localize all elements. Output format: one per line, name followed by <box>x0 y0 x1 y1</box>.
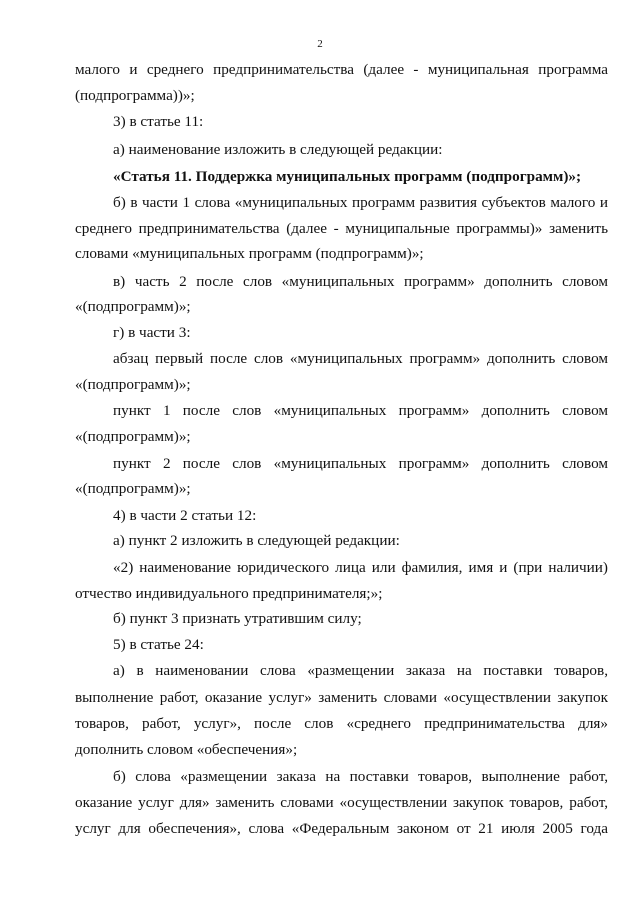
article-heading: «Статья 11. Поддержка муниципальных программ (подпрограмм)»; <box>113 168 582 185</box>
text-line: в) часть 2 после слов «муниципальных программ» дополнить словом <box>113 273 608 290</box>
text-line: «(подпрограмм)»; <box>75 428 191 445</box>
text-line: «(подпрограмм)»; <box>75 298 191 315</box>
text-line: а) в наименовании слова «размещении заказа на поставки товаров, <box>113 662 608 679</box>
text-line: услуг для обеспечения», слова «Федеральным законом от 21 июля 2005 года <box>75 820 608 837</box>
text-line: «(подпрограмм)»; <box>75 376 191 393</box>
text-line: дополнить словом «обеспечения»; <box>75 741 298 758</box>
page-number: 2 <box>317 38 323 50</box>
text-line: пункт 1 после слов «муниципальных программ» дополнить словом <box>113 402 608 419</box>
text-line: б) слова «размещении заказа на поставки товаров, выполнение работ, <box>113 768 608 785</box>
text-line: выполнение работ, оказание услуг» заменить словами «осуществлении закупок <box>75 689 608 706</box>
text-line: малого и среднего предпринимательства (далее - муниципальная программа <box>75 61 608 78</box>
text-line: 4) в части 2 статьи 12: <box>113 507 257 524</box>
text-line: пункт 2 после слов «муниципальных программ» дополнить словом <box>113 455 608 472</box>
text-line: абзац первый после слов «муниципальных программ» дополнить словом <box>113 350 608 367</box>
text-line: товаров, работ, услуг», после слов «среднего предпринимательства для» <box>75 715 608 732</box>
text-line: а) пункт 2 изложить в следующей редакции: <box>113 532 400 549</box>
text-line: 3) в статье 11: <box>113 113 204 130</box>
text-line: отчество индивидуального предпринимателя;»; <box>75 585 383 602</box>
text-line: оказание услуг для» заменить словами «осуществлении закупок товаров, работ, <box>75 794 608 811</box>
text-line: словами «муниципальных программ (подпрограмм)»; <box>75 245 424 262</box>
text-line: (подпрограмма))»; <box>75 87 195 104</box>
text-line: «2) наименование юридического лица или фамилия, имя и (при наличии) <box>113 559 608 576</box>
text-line: «(подпрограмм)»; <box>75 480 191 497</box>
text-line: а) наименование изложить в следующей редакции: <box>113 141 443 158</box>
text-line: б) в части 1 слова «муниципальных программ развития субъектов малого и <box>113 194 608 211</box>
text-line: г) в части 3: <box>113 324 191 341</box>
text-line: среднего предпринимательства (далее - муниципальные программы)» заменить <box>75 220 608 237</box>
text-line: 5) в статье 24: <box>113 636 204 653</box>
text-line: б) пункт 3 признать утратившим силу; <box>113 610 362 627</box>
